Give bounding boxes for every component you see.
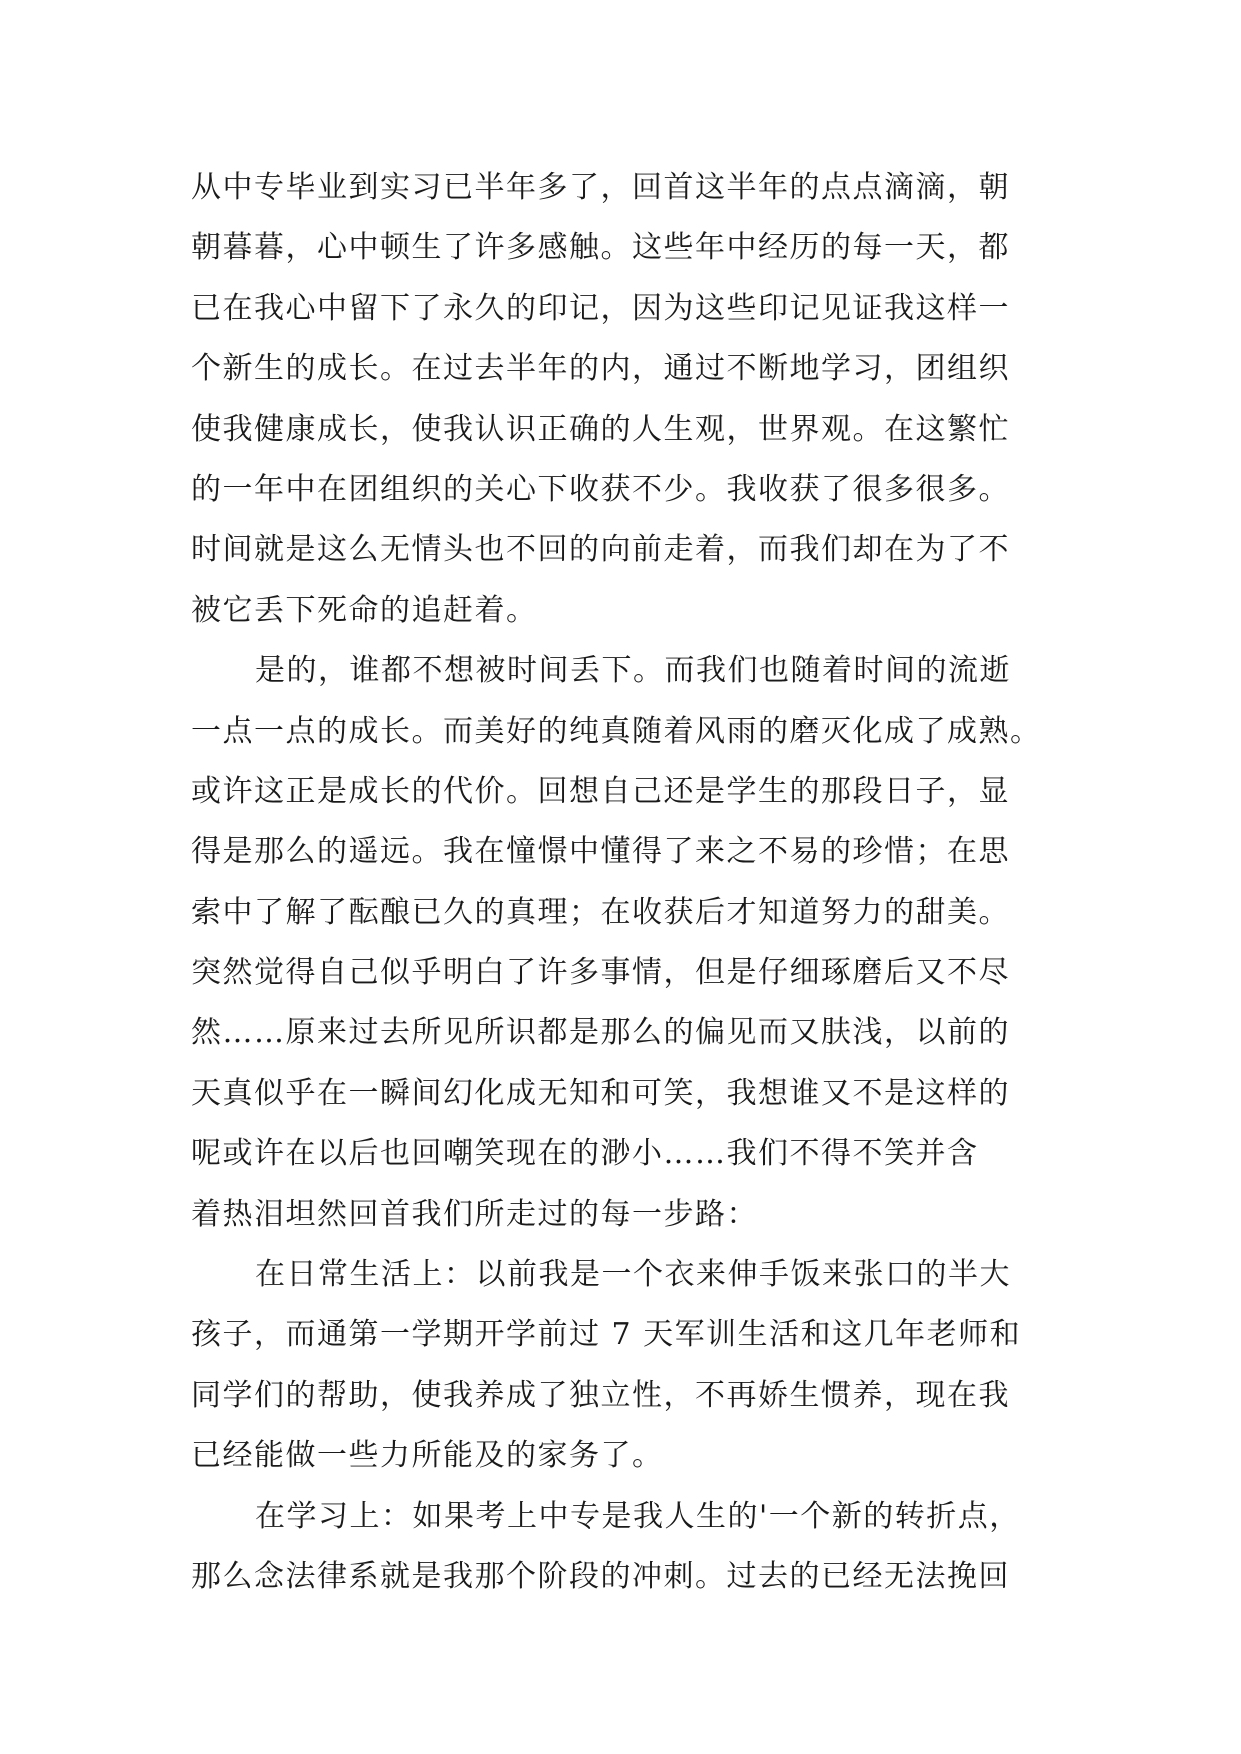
text-line: 已经能做一些力所能及的家务了。 [191,1438,664,1474]
text-line: 或许这正是成长的代价。回想自己还是学生的那段日子，显 [191,773,1010,809]
text-line: 呢或许在以后也回嘲笑现在的渺小……我们不得不笑并含 [191,1136,979,1172]
text-line: 是的，谁都不想被时间丢下。而我们也随着时间的流逝 [255,653,1011,689]
text-line: 使我健康成长，使我认识正确的人生观，世界观。在这繁忙 [191,411,1010,447]
document-body [191,158,1051,1607]
text-line: 索中了解了酝酿已久的真理；在收获后才知道努力的甜美。 [191,894,1010,930]
text-line: 一点一点的成长。而美好的纯真随着风雨的磨灭化成了成熟。 [191,713,1042,749]
text-line: 从中专毕业到实习已半年多了，回首这半年的点点滴滴，朝 [191,170,1010,205]
text-line: 突然觉得自己似乎明白了许多事情，但是仔细琢磨后又不尽 [191,955,1010,991]
text-line: 个新生的成长。在过去半年的内，通过不断地学习，团组织 [191,351,1010,387]
text-line: 天真似乎在一瞬间幻化成无知和可笑，我想谁又不是这样的 [191,1075,1010,1111]
text-line: 被它丢下死命的追赶着。 [191,592,538,628]
text-line: 同学们的帮助，使我养成了独立性，不再娇生惯养，现在我 [191,1377,1010,1413]
text-line: 得是那么的遥远。我在憧憬中懂得了来之不易的珍惜；在思 [191,834,1010,870]
text-line: 时间就是这么无情头也不回的向前走着，而我们却在为了不 [191,532,1010,568]
text-line: 在日常生活上：以前我是一个衣来伸手饭来张口的半大 [255,1257,1011,1293]
text-line: 孩子，而通第一学期开学前过 7 天军训生活和这几年老师和 [191,1317,1022,1353]
text-line: 在学习上：如果考上中专是我人生的'一个新的转折点， [255,1498,1021,1534]
text-line: 朝暮暮，心中顿生了许多感触。这些年中经历的每一天，都 [191,230,1010,266]
text-line: 着热泪坦然回首我们所走过的每一步路： [191,1196,758,1232]
text-line: 然……原来过去所见所识都是那么的偏见而又肤浅，以前的 [191,1015,1010,1051]
text-line: 那么念法律系就是我那个阶段的冲刺。过去的已经无法挽回 [191,1558,1010,1594]
text-line: 已在我心中留下了永久的印记，因为这些印记见证我这样一 [191,290,1010,326]
text-line: 的一年中在团组织的关心下收获不少。我收获了很多很多。 [191,471,1010,507]
